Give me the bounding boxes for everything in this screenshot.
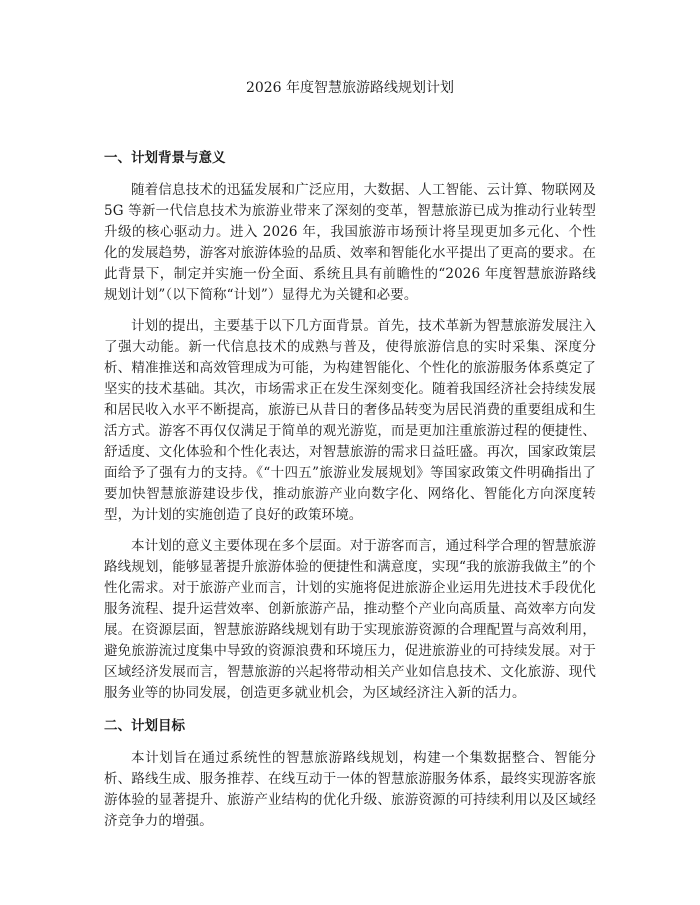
paragraph: 随着信息技术的迅猛发展和广泛应用，大数据、人工智能、云计算、物联网及 5G 等新一代信息技术为旅游业带来了深刻的变革，智慧旅游已成为推动行业转型升级的核心驱动力。进入 2026 年，我国旅游市场预计将呈现更加多元化、个性化的发展趋势，游客对旅游体验的品质、效率和智能化水平提出了更高的要求。在此背景下，制定并实施一份全面、系统且具有前瞻性的“2026 年度智慧旅游路线规划计划”（以下简称“计划”）显得尤为关键和必要。 — [104, 182, 596, 303]
paragraph: 本计划旨在通过系统性的智慧旅游路线规划，构建一个集数据整合、智能分析、路线生成、服务推荐、在线互动于一体的智慧旅游服务体系，最终实现游客旅游体验的显著提升、旅游产业结构的优化升级、旅游资源的可持续利用以及区域经济竞争力的增强。 — [104, 750, 596, 829]
document-page — [104, 78, 596, 842]
section-background — [104, 148, 596, 704]
section-goals — [104, 716, 596, 832]
document-title: 2026 年度智慧旅游路线规划计划 — [245, 80, 455, 96]
section-heading: 一、计划背景与意义 — [104, 150, 226, 166]
paragraph: 计划的提出，主要基于以下几方面背景。首先，技术革新为智慧旅游发展注入了强大动能。新一代信息技术的成熟与普及，使得旅游信息的实时采集、深度分析、精准推送和高效管理成为可能，为构建智能化、个性化的旅游服务体系奠定了坚实的技术基础。其次，市场需求正在发生深刻变化。随着我国经济社会持续发展和居民收入水平不断提高，旅游已从昔日的奢侈品转变为居民消费的重要组成和生活方式。游客不再仅仅满足于简单的观光游览，而是更加注重旅游过程的便捷性、舒适度、文化体验和个性化表达，对智慧旅游的需求日益旺盛。再次，国家政策层面给予了强有力的支持。《“十四五”旅游业发展规划》等国家政策文件明确指出了要加快智慧旅游建设步伐，推动旅游产业向数字化、网络化、智能化方向深度转型，为计划的实施创造了良好的政策环境。 — [104, 318, 596, 523]
paragraph: 本计划的意义主要体现在多个层面。对于游客而言，通过科学合理的智慧旅游路线规划，能够显著提升旅游体验的便捷性和满意度，实现“我的旅游我做主”的个性化需求。对于旅游产业而言，计划的实施将促进旅游企业运用先进技术手段优化服务流程、提升运营效率、创新旅游产品，推动整个产业向高质量、高效率方向发展。在资源层面，智慧旅游路线规划有助于实现旅游资源的合理配置与高效利用，避免旅游流过度集中导致的资源浪费和环境压力，促进旅游业的可持续发展。对于区域经济发展而言，智慧旅游的兴起将带动相关产业如信息技术、文化旅游、现代服务业等的协同发展，创造更多就业机会，为区域经济注入新的活力。 — [104, 538, 596, 701]
section-heading: 二、计划目标 — [104, 718, 185, 734]
